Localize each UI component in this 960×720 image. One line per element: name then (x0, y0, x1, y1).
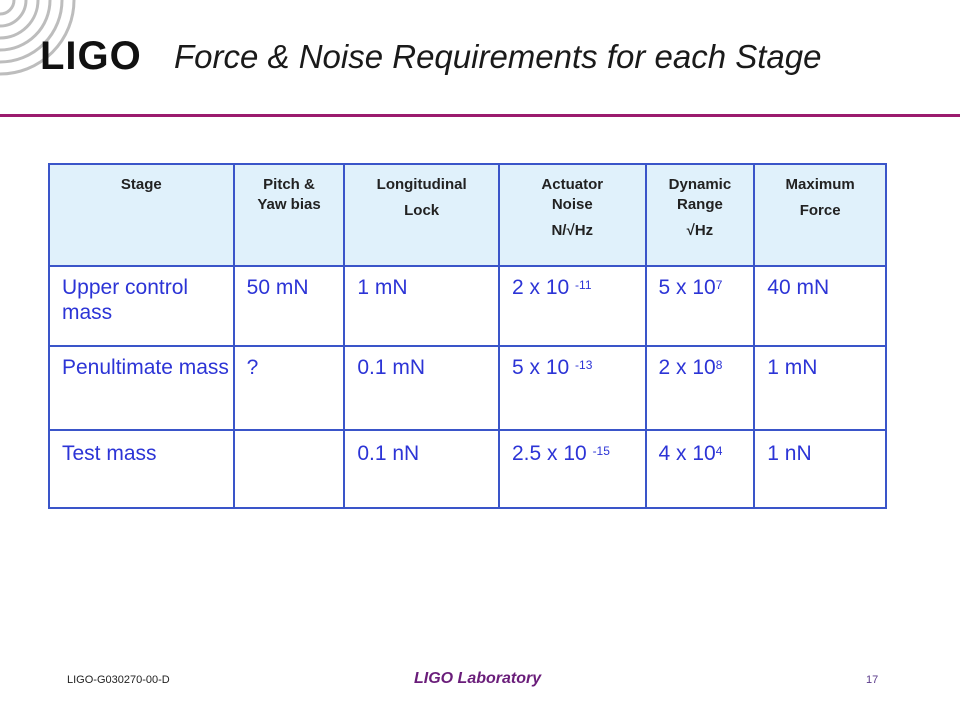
header-longitudinal-lock: Longitudinal Lock (344, 164, 499, 266)
table-row (49, 266, 886, 346)
stage-cell: Test mass (49, 430, 234, 508)
document-id: LIGO-G030270-00-D (67, 674, 170, 686)
footer-lab-name: LIGO Laboratory (414, 670, 542, 687)
max-force-cell: 40 mN (754, 266, 886, 346)
ligo-logo: LIGO (40, 34, 142, 78)
longitudinal-cell: 1 mN (344, 266, 499, 346)
requirements-table (48, 163, 887, 509)
pitch-yaw-cell: ? (234, 346, 345, 430)
actuator-noise-cell: 5 x 10 $^{-13}$ (499, 346, 646, 430)
stage-cell: Upper control mass (49, 266, 234, 346)
longitudinal-cell: 0.1 nN (344, 430, 499, 508)
table-row (49, 430, 886, 508)
dynamic-range-cell: 5 x $10^7$ (646, 266, 755, 346)
page-number: 17 (866, 674, 879, 686)
header-pitch-yaw-bias: Pitch & Yaw bias (234, 164, 345, 266)
longitudinal-cell: 0.1 mN (344, 346, 499, 430)
dynamic-range-cell: 2 x $10^8$ (646, 346, 755, 430)
header-actuator-noise: Actuator Noise N/√Hz (499, 164, 646, 266)
stage-cell: Penultimate mass (49, 346, 234, 430)
max-force-cell: 1 mN (754, 346, 886, 430)
title-divider (0, 114, 960, 117)
header-stage: Stage (49, 164, 234, 266)
header-maximum-force: Maximum Force (754, 164, 886, 266)
max-force-cell: 1 nN (754, 430, 886, 508)
table-row (49, 346, 886, 430)
table-header-row (49, 164, 886, 266)
actuator-noise-cell: 2.5 x 10 $^{-15}$ (499, 430, 646, 508)
header-dynamic-range: Dynamic Range √Hz (646, 164, 755, 266)
dynamic-range-cell: 4 x $10^4$ (646, 430, 755, 508)
pitch-yaw-cell: 50 mN (234, 266, 345, 346)
pitch-yaw-cell (234, 430, 345, 508)
actuator-noise-cell: 2 x 10 $^{-11}$ (499, 266, 646, 346)
page-title: Force & Noise Requirements for each Stage (174, 38, 822, 75)
